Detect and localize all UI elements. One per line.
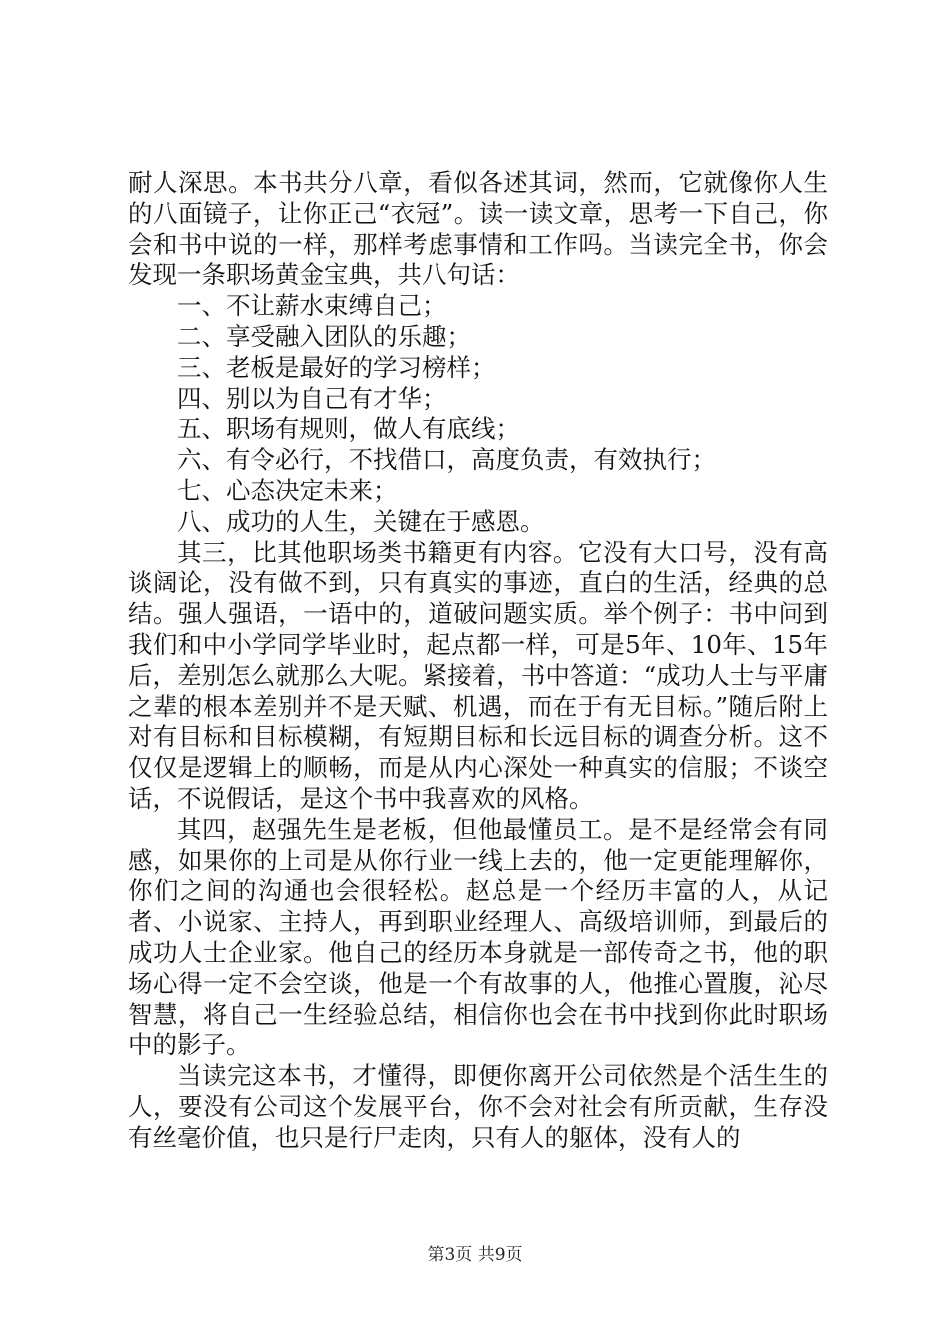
paragraph-third: 其三，比其他职场类书籍更有内容。它没有大口号，没有高谈阔论，没有做不到，只有真实的事迹，直白的生活，经典的总结。强人强语，一语中的，道破问题实质。举个例子：书中问到我们和中小学同学毕业时，起点都一样，可是5年、10年、15年后，差别怎么就那么大呢。紧接着，书中答道：“成功人士与平庸之辈的根本差别并不是天赋、机遇，而在于有无目标。”随后附上对有目标和目标模糊，有短期目标和长远目标的调查分析。这不仅仅是逻辑上的顺畅，而是从内心深处一种真实的信服；不谈空话，不说假话，是这个书中我喜欢的风格。 [128,537,828,813]
list-item-8: 八、成功的人生，关键在于感恩。 [177,506,545,536]
paragraph-fourth: 其四，赵强先生是老板，但他最懂员工。是不是经常会有同感，如果你的上司是从你行业一线上去的，他一定更能理解你，你们之间的沟通也会很轻松。赵总是一个经历丰富的人，从记者、小说家、主持人，再到职业经理人、高级培训师，到最后的成功人士企业家。他自己的经历本身就是一部传奇之书，他的职场心得一定不会空谈，他是一个有故事的人，他推心置腹，沁尽智慧，将自己一生经验总结，相信你也会在书中找到你此时职场中的影子。 [128,814,828,1060]
paragraph-last: 当读完这本书，才懂得，即便你离开公司依然是个活生生的人，要没有公司这个发展平台，你不会对社会有所贡献，生存没有丝毫价值，也只是行尸走肉，只有人的躯体，没有人的 [128,1061,828,1152]
list-item-1: 一、不让薪水束缚自己； [177,291,447,321]
opening-paragraph: 耐人深思。本书共分八章，看似各述其词，然而，它就像你人生的八面镜子，让你正己“衣冠”。读一读文章，思考一下自己，你会和书中说的一样，那样考虑事情和工作吗。当读完全书，你会发现一条职场黄金宝典，共八句话： [128,168,828,290]
list-item-2: 二、享受融入团队的乐趣； [177,321,471,351]
list-item-5: 五、职场有规则，做人有底线； [177,414,520,444]
page-footer [0,1240,950,1265]
list-item-3: 三、老板是最好的学习榜样； [177,352,496,382]
page-number-label: 第3页 共9页 [427,1245,523,1265]
list-item-6: 六、有令必行，不找借口，高度负责，有效执行； [177,445,716,475]
document-body [128,168,828,1154]
list-item-7: 七、心态决定未来； [177,475,398,505]
list-item-4: 四、别以为自己有才华； [177,383,447,413]
